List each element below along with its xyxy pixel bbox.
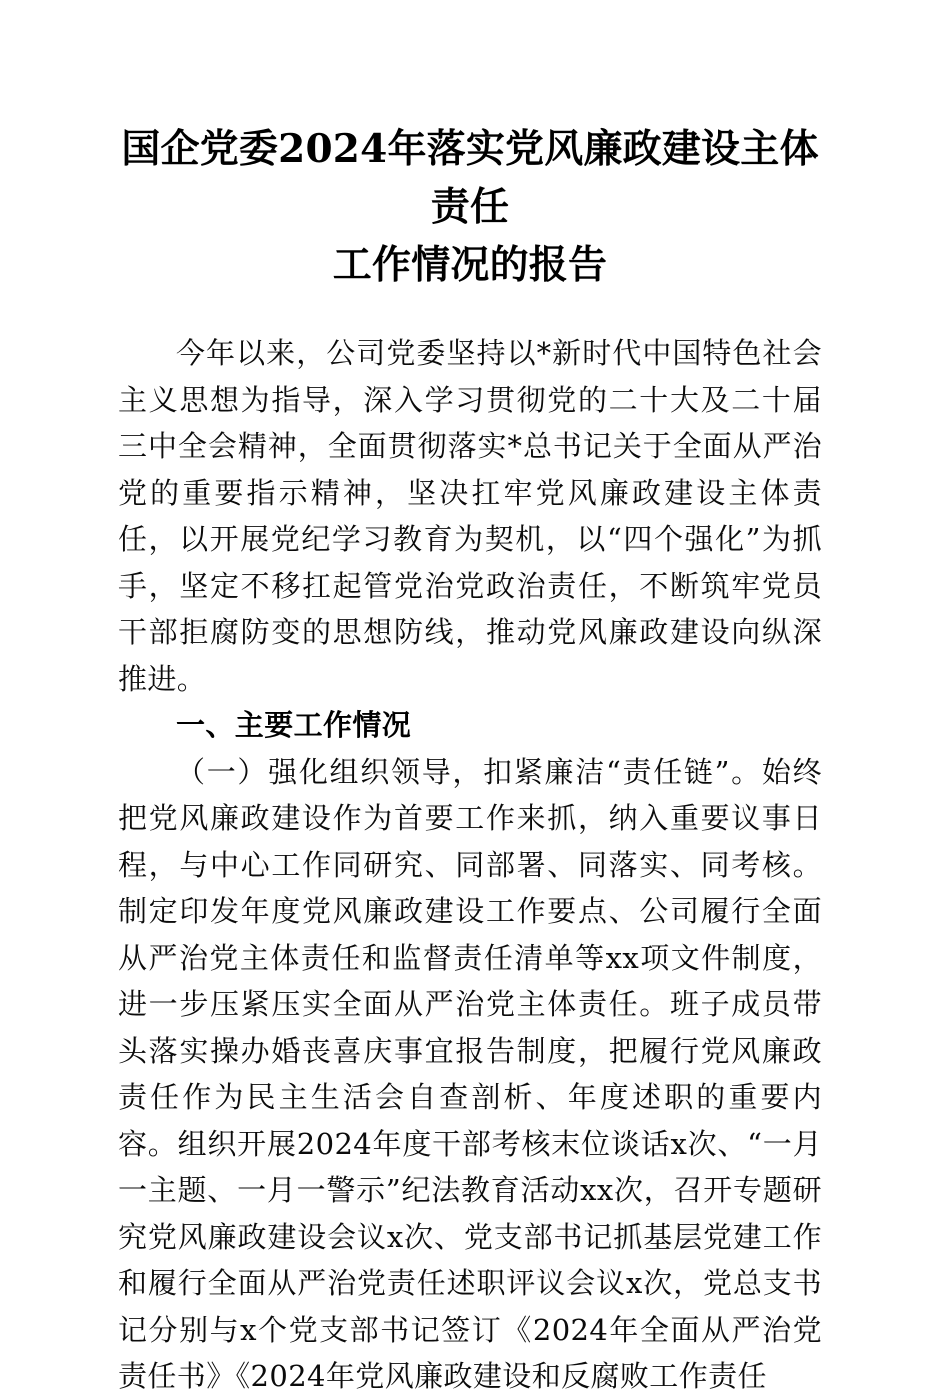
- page-content: [118, 0, 822, 1400]
- document-body: [118, 330, 822, 1400]
- paragraph-strengthen-organizational-leadership: （一）强化组织领导，扣紧廉洁“责任链”。始终把党风廉政建设作为首要工作来抓，纳入重要议事日程，与中心工作同研究、同部署、同落实、同考核。制定印发年度党风廉政建设工作要点、公司履行全面从严治党主体责任和监督责任清单等xx项文件制度，进一步压紧压实全面从严治党主体责任。班子成员带头落实操办婚丧喜庆事宜报告制度，把履行党风廉政责任作为民主生活会自查剖析、年度述职的重要内容。组织开展2024年度干部考核末位谈话x次、“一月一主题、一月一警示”纪法教育活动xx次，召开专题研究党风廉政建设会议x次、党支部书记抓基层党建工作和履行全面从严治党责任述职评议会议x次，党总支书记分别与x个党支部书记签订《2024年全面从严治党责任书》《2024年党风廉政建设和反腐败工作责任: [118, 754, 822, 1393]
- section-heading-main-work: 一、主要工作情况: [176, 708, 412, 742]
- document-title: 国企党委2024年落实党风廉政建设主体责任 工作情况的报告: [121, 126, 819, 288]
- opening-paragraph: 今年以来，公司党委坚持以*新时代中国特色社会主义思想为指导，深入学习贯彻党的二十大及二十届三中全会精神，全面贯彻落实*总书记关于全面从严治党的重要指示精神，坚决扛牢党风廉政建设主体责任，以开展党纪学习教育为契机，以“四个强化”为抓手，坚定不移扛起管党治党政治责任，不断筑牢党员干部拒腐防变的思想防线，推动党风廉政建设向纵深推进。: [118, 336, 822, 696]
